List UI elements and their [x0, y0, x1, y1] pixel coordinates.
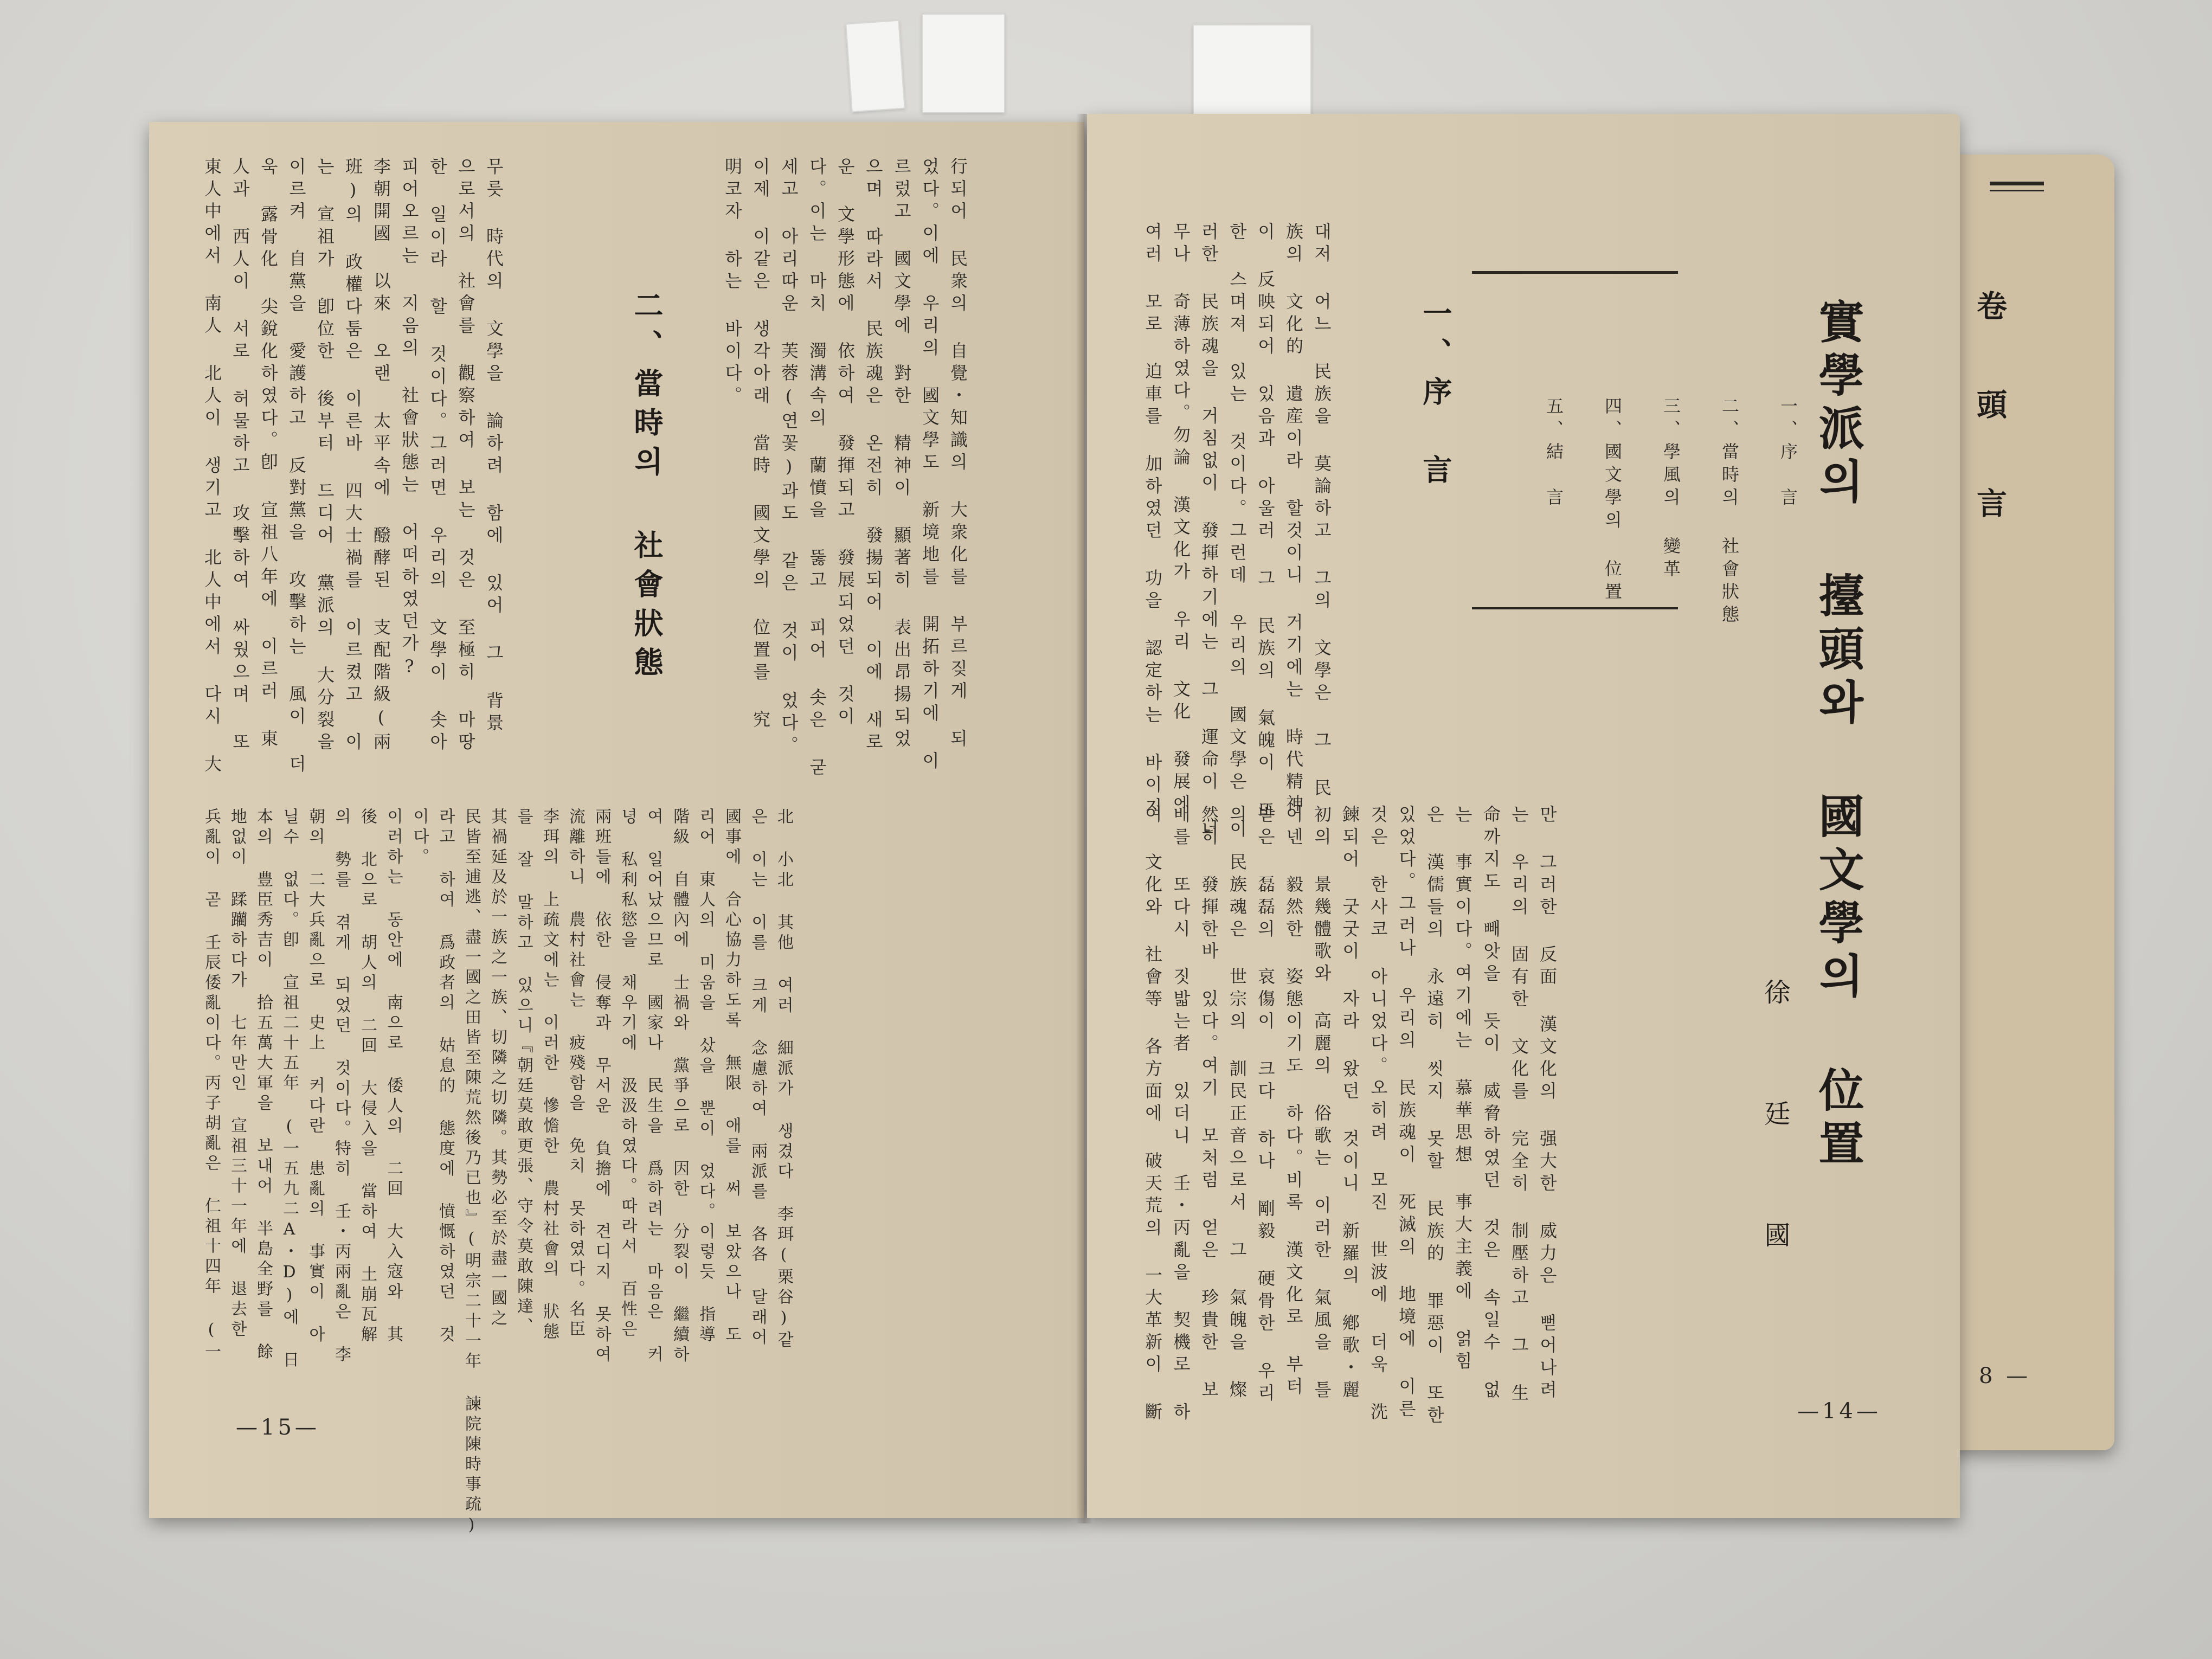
body-text-column: 무릇 時代의 文學을 論하려 함에 있어 그 背景 으로서의 社會를 觀察하여 보는 것은 至極히 마땅 한 일이라 할 것이다。그러면 우리의 文學이 솟아 피어오르는 지음의 社會狀態는 어떠하였던가? 李朝開國 以來 오랜 太平속에 醱酵된 支配階級(兩 班)의 政權다툼은 이른바 四大士禍를 이르켰고 이 는 宣祖가 卽位한 後부터 드디어 黨派의 大分裂을 이르켜 自黨을 愛護하고 反對黨을 攻擊하는 風이 더 욱 露骨化 尖銳化하였다。卽 宣祖八年에 이르러 東 人과 西人이 서로 허물하고 攻擊하여 싸웠으며 또 東人中에서 南人 北人이 생기고 北人中에서 다시 大: [202, 157, 504, 777]
index-tab: [922, 14, 1005, 113]
body-text-column: 北 小北 其他 여러 細派가 생겼다 李珥(栗谷)같 은 이는 이를 크게 念慮하여 兩派를 各各 달래어 國事에 合心協力하도록 無限 애를 써 보았으나 도 리어 東人의 미움을 샀을 뿐이 었다。이렇듯 指導 階級 自體內에 士禍와 黨爭으로 因한 分裂이 繼續하 여 일어났으므로 國家나 民生을 爲하려는 마음은 커 녕 私利私慾을 채우기에 汲汲하였다。따라서 百性은 兩班들에 依한 侵奪과 무서운 負擔에 견디지 못하여 流離하니 農村社會는 疲殘함을 免치 못하였다。名臣 李珥의 上疏文에는 이러한 慘憺한 農村社會의 狀態 를 잘 말하고 있으니『朝廷莫敢更張、守令莫敢陳達、 其禍延及於一族之一族、切隣之切隣。其勢必至於盡一國之 民皆至逋逃、盡一國之田皆至陳荒然後乃已也』(明宗二十一年 諫院陳時事疏) 라고 하여 爲政者의 姑息的 態度에 憤慨하였던 것 이다。 이러하는 동안에 南으로 倭人의 二回 大入寇와 其 後 北으로 胡人의 二回 大侵入을 當하여 土崩瓦解 의 勢를 겪게 되었던 것이다。特히 壬・丙兩亂은 李 朝의 二大兵亂으로 史上 커다란 患亂의 事實이 아 닐수 없다。卽 宣祖二十五年 (一五九二A・D)에 日 本의 豊臣秀吉이 拾五萬大軍을 보내어 半島全野를 餘 地없이 蹂躪하다가 七年만인 宣祖三十一年에 退去한 兵亂이 곧 壬辰倭亂이다。丙子胡亂은 仁祖十四年 (一: [202, 808, 793, 1538]
index-tab: [845, 20, 905, 113]
page-number: —15—: [236, 1415, 320, 1440]
body-text-column: 行되어 民衆의 自覺・知識의 大衆化를 부르짖게 되 었다。이에 우리의 國文學도 新境地를 開拓하기에 이 르렀고 國文學에 對한 精神이 顯著히 表出昂揚되었 으며 따라서 民族魂은 온전히 發揚되어 이에 새로 운 文學形態에 依하여 發揮되고 發展되었던 것이 다。이는 마치 濁溝속의 蘭憤을 뚫고 피어 솟은 굳 세고 아리따운 芙蓉(연꽃)과도 같은 것이 었다。 이제 이같은 생각아래 當時 國文學의 位置를 究 明코자 하는 바이다。: [722, 157, 968, 780]
toc-item: 五、結 言: [1544, 397, 1564, 511]
article-title: 實學派의 擡頭와 國文學의 位置: [1811, 298, 1865, 1173]
page-number: —14—: [1797, 1399, 1881, 1424]
left-page: [149, 122, 1084, 1538]
section-heading: 二、當時의 社會狀態: [629, 290, 664, 686]
body-text-column: 만 그러한 反面 漢文化의 强大한 威力은 뻗어나려 는 우리의 固有한 文化를 完全히 制壓하고 그 生 命까지도 빼앗을 듯이 威脅하였던 것은 속일수 없 는 事實이다。여기에는 慕華思想 事大主義에 얽힘 은 漢儒들의 永遠히 씻지 못할 民族的 罪惡이 또한 있었다。그러나 우리의 民族魂이 死滅의 地境에 이른 것은 한사코 아니었다。오히려 모진 世波에 더욱 洗 鍊되어 굿굿이 자라 왔던 것이니 新羅의 鄕歌・麗 初의 景幾體歌와 高麗의 俗歌는 이러한 氣風을 틀 어넨 毅然한 姿態이기도 하다。비록 漢文化로 부터 받은 磊磊의 哀傷이 크다 하나 剛毅 硬骨한 우리 의 民族魂은 世宗의 訓民正音으로서 그 氣魄을 燦 然히 發揮한바 있다。여기 모처럼 얻은 珍貴한 보 배를 또다시 짓밟는者 있더니 壬・丙亂을 契機로 하 여 文化와 社會等 各方面에 破天荒의 一大革新이 斷: [1142, 805, 1558, 1428]
right-page: [1087, 114, 1960, 1518]
section-heading: 一、序 言: [1418, 298, 1453, 493]
toc-item: 一、序 言: [1778, 397, 1798, 511]
author-name: 徐 廷 國: [1760, 979, 1790, 1280]
rule: [1990, 190, 2044, 191]
toc-item: 二、當時의 社會狀態: [1719, 397, 1740, 628]
underlying-page-number: 8 —: [1979, 1364, 2031, 1388]
rule: [1990, 182, 2044, 185]
side-tab-label: 卷 頭 言: [1972, 290, 2008, 534]
toc-item: 四、國文學의 位置: [1602, 397, 1623, 605]
body-text-column: 대저 어느 民族을 莫論하고 그의 文學은 그 民 族의 文化的 遺産이라 할것이니 거기에는 時代精神 이 反映되어 있음과 아울러 그 民族의 氣魄이 또 한 스며져 있는 것이다。그런데 우리의 國文學은 이 러한 民族魂을 거침없이 發揮하기에는 그 運命이 너 무나 奇薄하였다。勿論 漢文化가 우리 文化 發展에 여러 모로 迫車를 加하였던 功을 認定하는 바이지: [1142, 222, 1332, 842]
toc-top-rule: [1472, 271, 1678, 274]
toc-item: 三、學風의 變革: [1661, 397, 1681, 582]
toc-bottom-rule: [1472, 607, 1678, 609]
table-of-contents: [1510, 293, 1832, 628]
